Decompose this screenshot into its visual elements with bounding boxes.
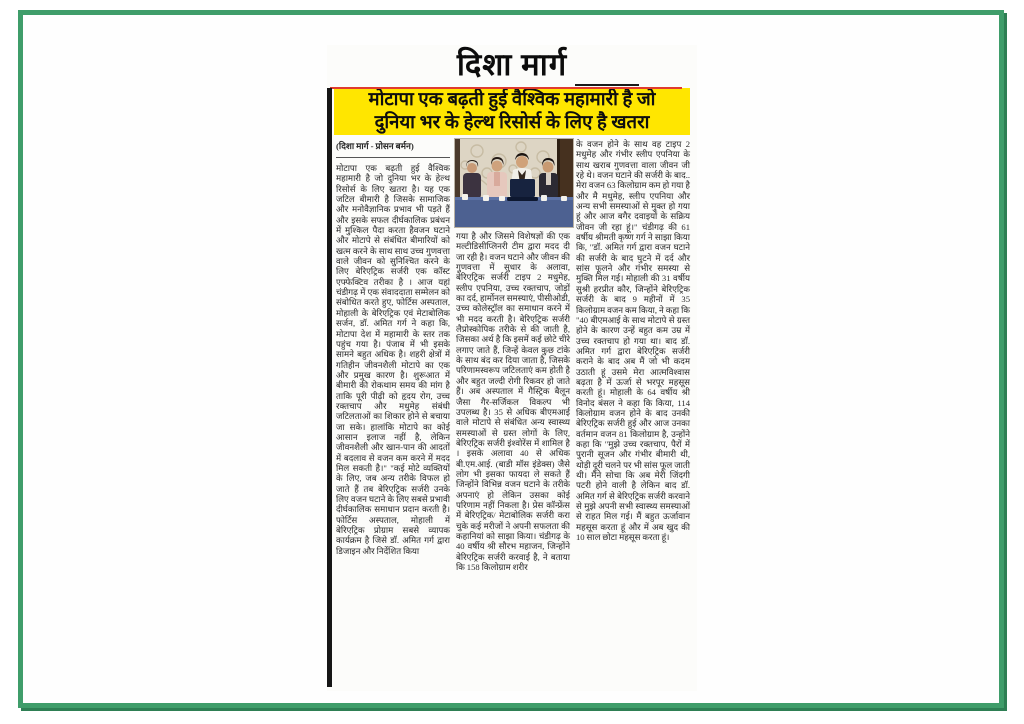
byline: (दिशा मार्ग - प्रोसन बर्मन) bbox=[336, 139, 450, 158]
column-1-text: मोटापा एक बढ़ती हुई वैश्विक महामारी है जो दुनिया भर के हेल्थ रिसोर्स के लिए खतरा है। यह एक जटिल बीमारी है जिसके सामाजिक और मनोवैज्ञानिक प्रभाव भी पड़ते हैं और इसके सफल दीर्घकालिक प्रबंधन में मुश्किल पैदा करता हैवजन घटाने और मोटापे से संबंधित बीमारियों को खत्म करने के साथ साथ उच्च गुणवत्ता वाले जीवन को सुनिश्चित करने के लिए बेरिएट्रिक सर्जरी एक कॉस्ट एफ्फेक्टिव तरीका है । आज यहां चंडीगढ़ में एक संवाददाता सम्मेलन को संबोधित करते हुए, फोर्टिस अस्पताल, मोहाली के बेरिएट्रिक एवं मेटाबोलिक सर्जन, डॉ. अमित गर्ग ने कहा कि, मोटापा देश में महामारी के स्तर तक पहुंच गया है। पंजाब में भी इसके सामने बहुत अधिक है। शहरी क्षेत्रों में गतिहीन जीवनशैली मोटापे का एक और प्रमुख कारण है। शुरूआत में बीमारी की रोकथाम समय की मांग है ताकि पूरी पीढ़ी को हृदय रोग, उच्च रक्तचाप और मधुमेह संबंधी जटिलताओं का शिकार होने से बचाया जा सके। हालांकि मोटापे का कोई आसान इलाज नहीं है, लेकिन जीवनशैली और खान-पान की आदतों में बदलाव से वजन कम करने में मदद मिल सकती है।" "कई मोटे व्यक्तियों के लिए, जब अन्य तरीके विफल हो जाते हैं तब बेरिएट्रिक सर्जरी उनके लिए वजन घटाने के लिए सबसे प्रभावी दीर्घकालिक समाधान प्रदान करती है। फोर्टिस अस्पताल, मोहाली में बेरिएट्रिक प्रोग्राम सबसे व्यापक कार्यक्रम है जिसे डॉ. अमित गर्ग द्वारा डिजाइन और निर्देशित किया bbox=[336, 163, 450, 556]
press-conference-photo bbox=[455, 139, 573, 227]
article-body bbox=[327, 135, 697, 572]
photo-laptop bbox=[507, 179, 538, 201]
masthead-title: दिशा मार्ग bbox=[456, 47, 568, 82]
article-column-2 bbox=[456, 139, 570, 572]
article-column-3 bbox=[576, 139, 690, 572]
column-3-text: के वजन होने के साथ वह टाइप 2 मधुमेह और गंभीर स्लीप एपनिया के साथ खराब गुणवत्ता वाला जीवन जी रहे थे। वजन घटाने की सर्जरी के बाद.. मेरा वजन 63 किलोग्राम कम हो गया है और मै मधुमेह, स्लीप एपनिया और अन्य सभी समस्याओं से मुक्त हो गया हूं और आज बगैर दवाइयों के सक्रिय जीवन जी रहा हूं।" चंडीगढ़ की 61 वर्षीय श्रीमती कृष्ण गर्ग ने साझा किया कि, "डॉ. अमित गर्ग द्वारा वजन घटाने की सर्जरी के बाद घुटने में दर्द और सांस फूलने और गंभीर समस्या से मुक्ति मिल गई। मोहाली की 31 वर्षीय सुश्री हरप्रीत कौर, जिन्होंने बेरिएट्रिक सर्जरी के बाद 9 महीनों में 35 किलोग्राम वजन कम किया, ने कहा कि "40 बीएमआई के साथ मोटापे से ग्रस्त होने के कारण उन्हें बहुत कम उम्र में उच्च रक्तचाप हो गया था। बाद डॉ. अमित गर्ग द्वारा बेरिएट्रिक सर्जरी कराने के बाद अब मैं जो भी कदम उठाती हूं उसमे मेरा आत्मविश्वास बढ़ता है में ऊर्जा से भरपूर महसूस करती हूं। मोहाली के 64 वर्षीय श्री विनोद बंसल ने कहा कि किया, 114 किलोग्राम वजन होने के बाद उनकी बेरिएट्रिक सर्जरी हुई और आज उनका वर्तमान वजन 81 किलोग्राम है, उन्होंने कहा कि "मुझे उच्च रक्तचाप, पैरों में पुरानी सूजन और गंभीर बीमारी थी, थोड़ी दूरी चलने पर भी सांस फूल जाती थी। मैंने सोचा कि अब मेरी जिंदगी पटरी होने वाली है लेकिन बाद डॉ. अमित गर्ग से बेरिएट्रिक सर्जरी करवाने से मुझे अपनी सभी स्वास्थ्य समस्याओं से राहत मिल गई। मैं बहुत ऊर्जावान महसूस करता हूं और में अब खुद की 10 साल छोटा महसूस करता हूं। bbox=[576, 139, 690, 543]
photo-table bbox=[455, 197, 573, 227]
clipping-left-bar bbox=[327, 88, 332, 687]
headline-line-1: मोटापा एक बढ़ती हुई वैश्विक महामारी है जो bbox=[368, 90, 656, 110]
masthead-red-rule bbox=[330, 87, 682, 89]
photo-left-doorframe bbox=[455, 139, 460, 201]
masthead-black-underline bbox=[575, 84, 639, 86]
newspaper-clipping bbox=[327, 45, 697, 691]
article-column-1 bbox=[336, 139, 450, 572]
article-headline bbox=[334, 88, 690, 135]
column-2-text: गया है और जिसमे विशेषज्ञों की एक मल्टीडिसीप्लिनरी टीम द्वारा मदद दी जा रही है। वजन घटाने और जीवन की गुणवत्ता में सुधार के अलावा, बेरिएट्रिक सर्जरी टाइप 2 मधुमेह, स्लीप एपनिया, उच्च रक्तचाप, जोड़ों का दर्द, हार्मोनल समस्याएं, पीसीओडी, उच्च कोलेस्ट्रॉल का समाधान करने में भी मदद करती है। बेरिएट्रिक सर्जरी लैप्रोस्कोपिक तरीके से की जाती है, जिसका अर्थ है कि इसमें कई छोटे चीरे लगाए जाते हैं, जिन्हें केवल कुछ टांके के साथ बंद कर दिया जाता है, जिसके परिणामस्वरूप जटिलताएं कम होती है और बहुत जल्दी रोगी रिकवर हो जाते हैं। अब अस्पताल में गैस्ट्रिक बैलून जैसा गैर-सर्जिकल विकल्प भी उपलब्ध है। 35 से अधिक बीएमआई वाले मोटापे से संबंधित अन्य स्वास्थ्य समस्याओं से ग्रस्त लोगों के लिए, बेरिएट्रिक सर्जरी इंश्वोरेंस में शामिल है । इसके अलावा 40 से अधिक बी.एम.आई. (बाडी मॉस इंडेक्स) जैसे लोग भी इसका फायदा ले सकते हैं जिन्होंने विभिन्न वजन घटाने के तरीके अपनाएं हो लेकिन उसका कोई परिणाम नहीं निकला है। प्रेस कॉन्फ्रेंस में बेरिएट्रिक/ मेटाबोलिक सर्जरी करा चुके कई मरीजों ने अपनी सफलता की कहानियां को साझा किया। चंडीगढ़ के 40 वर्षीय श्री सौरभ महाजन, जिन्होंने बेरिएट्रिक सर्जरी करवाई है, ने बताया कि 158 किलोग्राम शरीर bbox=[456, 231, 570, 572]
headline-line-2: दुनिया भर के हेल्थ रिसोर्स के लिए है खतरा bbox=[374, 112, 650, 133]
